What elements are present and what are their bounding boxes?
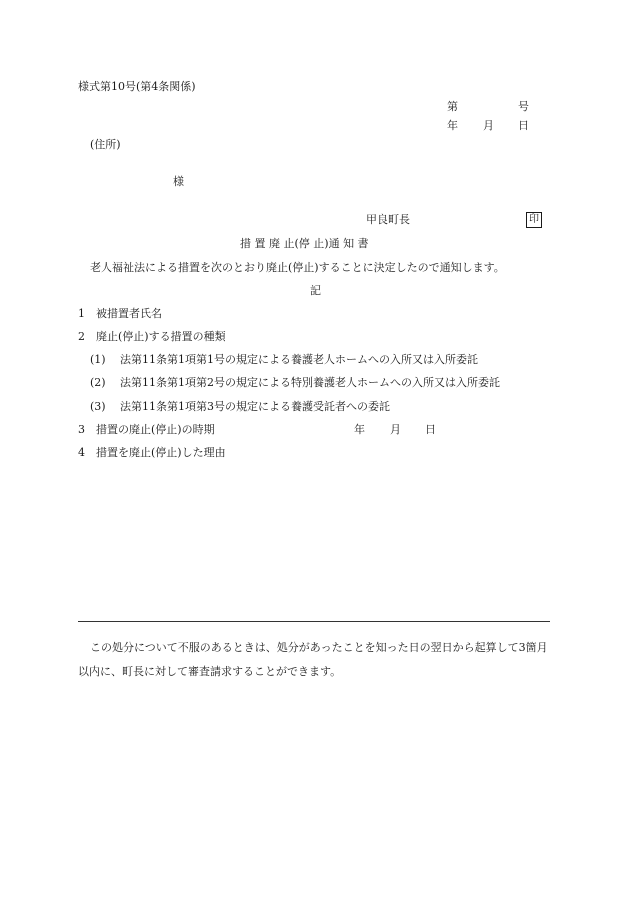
period-month: 月	[390, 423, 401, 436]
date-day: 日	[518, 119, 529, 132]
date-year: 年	[447, 119, 458, 132]
subitem-text: 法第11条第1項第3号の規定による養護受託者への委託	[120, 400, 390, 413]
item-number: 1	[78, 307, 85, 320]
divider	[78, 621, 550, 622]
seal-stamp: 印	[526, 212, 542, 228]
period-year: 年	[354, 423, 365, 436]
item-text: 措置の廃止(停止)の時期	[96, 423, 215, 436]
date-month: 月	[483, 119, 494, 132]
item-number: 4	[78, 446, 85, 459]
issuer: 甲良町長	[366, 213, 410, 226]
subitem-text: 法第11条第1項第2号の規定による特別養護老人ホームへの入所又は入所委託	[120, 376, 500, 389]
footer-note: この処分について不服のあるときは、処分があったことを知った日の翌日から起算して3箇月以内に、町長に対して審査請求することができます。	[78, 641, 548, 678]
subitem-number: (3)	[90, 400, 106, 413]
item-number: 2	[78, 330, 85, 343]
subitem-text: 法第11条第1項第1号の規定による養護老人ホームへの入所又は入所委託	[120, 353, 478, 366]
item-number: 3	[78, 423, 85, 436]
document-title: 措 置 廃 止(停 止)通 知 書	[240, 237, 369, 250]
intro-text: 老人福祉法による措置を次のとおり廃止(停止)することに決定したので通知します。	[90, 261, 505, 274]
ki-label: 記	[310, 284, 321, 297]
item-text: 被措置者氏名	[96, 307, 162, 320]
subitem-number: (1)	[90, 353, 106, 366]
form-number: 様式第10号(第4条関係)	[78, 80, 196, 93]
period-day: 日	[425, 423, 436, 436]
number-prefix: 第	[447, 100, 458, 113]
honorific: 様	[173, 175, 184, 188]
subitem-number: (2)	[90, 376, 106, 389]
address-label: (住所)	[90, 138, 121, 151]
item-text: 措置を廃止(停止)した理由	[96, 446, 226, 459]
number-suffix: 号	[518, 100, 529, 113]
item-text: 廃止(停止)する措置の種類	[96, 330, 226, 343]
